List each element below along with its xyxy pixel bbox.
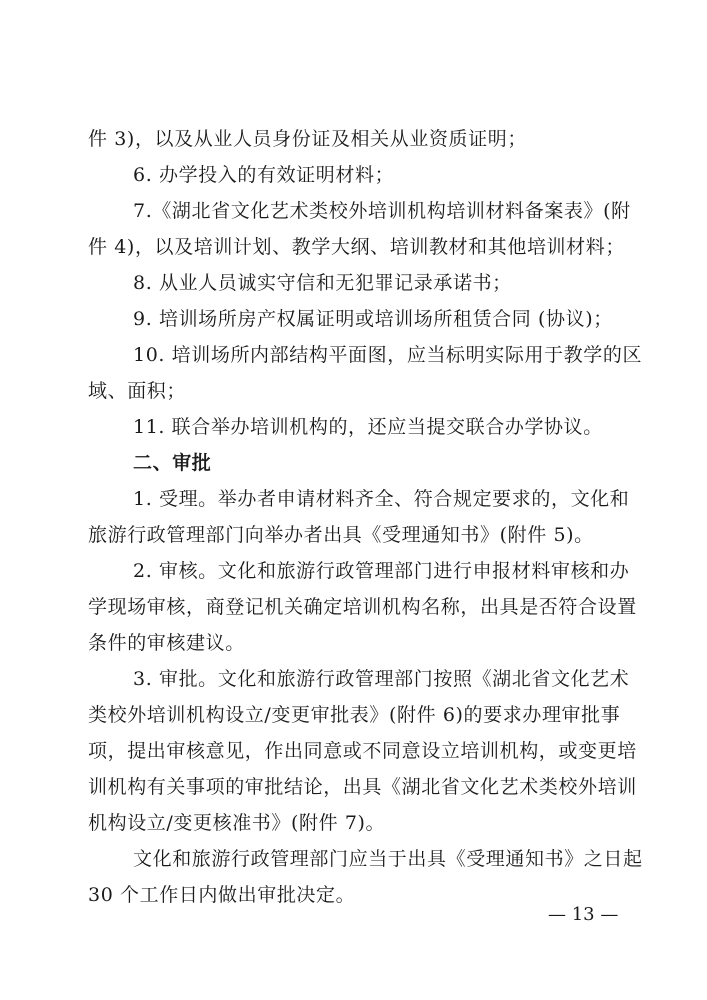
- text-line: 件 3)，以及从业人员身份证及相关从业资质证明；: [88, 128, 527, 150]
- text-line: 学现场审核，商登记机关确定培训机构名称，出具是否符合设置: [88, 596, 637, 618]
- text-line: 30 个工作日内做出审批决定。: [88, 884, 356, 906]
- text-line: 9. 培训场所房产权属证明或培训场所租赁合同 (协议)；: [133, 308, 613, 330]
- text-line: 条件的审核建议。: [88, 632, 245, 654]
- text-line: 3. 审批。文化和旅游行政管理部门按照《湖北省文化艺术: [133, 668, 630, 690]
- text-line: 2. 审核。文化和旅游行政管理部门进行申报材料审核和办: [133, 560, 630, 582]
- text-line: 旅游行政管理部门向举办者出具《受理通知书》(附件 5)。: [88, 524, 594, 546]
- page-number: — 13 —: [548, 904, 619, 925]
- text-line: 8. 从业人员诚实守信和无犯罪记录承诺书；: [133, 272, 512, 294]
- text-line: 7.《湖北省文化艺术类校外培训机构培训材料备案表》(附: [133, 200, 631, 222]
- text-line: 训机构有关事项的审批结论，出具《湖北省文化艺术类校外培训: [88, 776, 637, 798]
- text-line: 域、面积；: [88, 380, 187, 402]
- text-line: 6. 办学投入的有效证明材料；: [133, 164, 395, 186]
- text-line: 1. 受理。举办者申请材料齐全、符合规定要求的，文化和: [133, 488, 630, 510]
- text-line: 项，提出审核意见，作出同意或不同意设立培训机构，或变更培: [88, 740, 637, 762]
- text-line: 10. 培训场所内部结构平面图，应当标明实际用于教学的区: [133, 344, 643, 366]
- text-line: 件 4)，以及培训计划、教学大纲、培训教材和其他培训材料；: [88, 236, 625, 258]
- text-line: 文化和旅游行政管理部门应当于出具《受理通知书》之日起: [133, 848, 643, 870]
- section-heading: 二、审批: [133, 452, 212, 474]
- text-line: 11. 联合举办培训机构的，还应当提交联合办学协议。: [133, 416, 603, 438]
- text-line: 类校外培训机构设立/变更审批表》(附件 6)的要求办理审批事: [88, 704, 621, 726]
- text-line: 机构设立/变更核准书》(附件 7)。: [88, 812, 386, 834]
